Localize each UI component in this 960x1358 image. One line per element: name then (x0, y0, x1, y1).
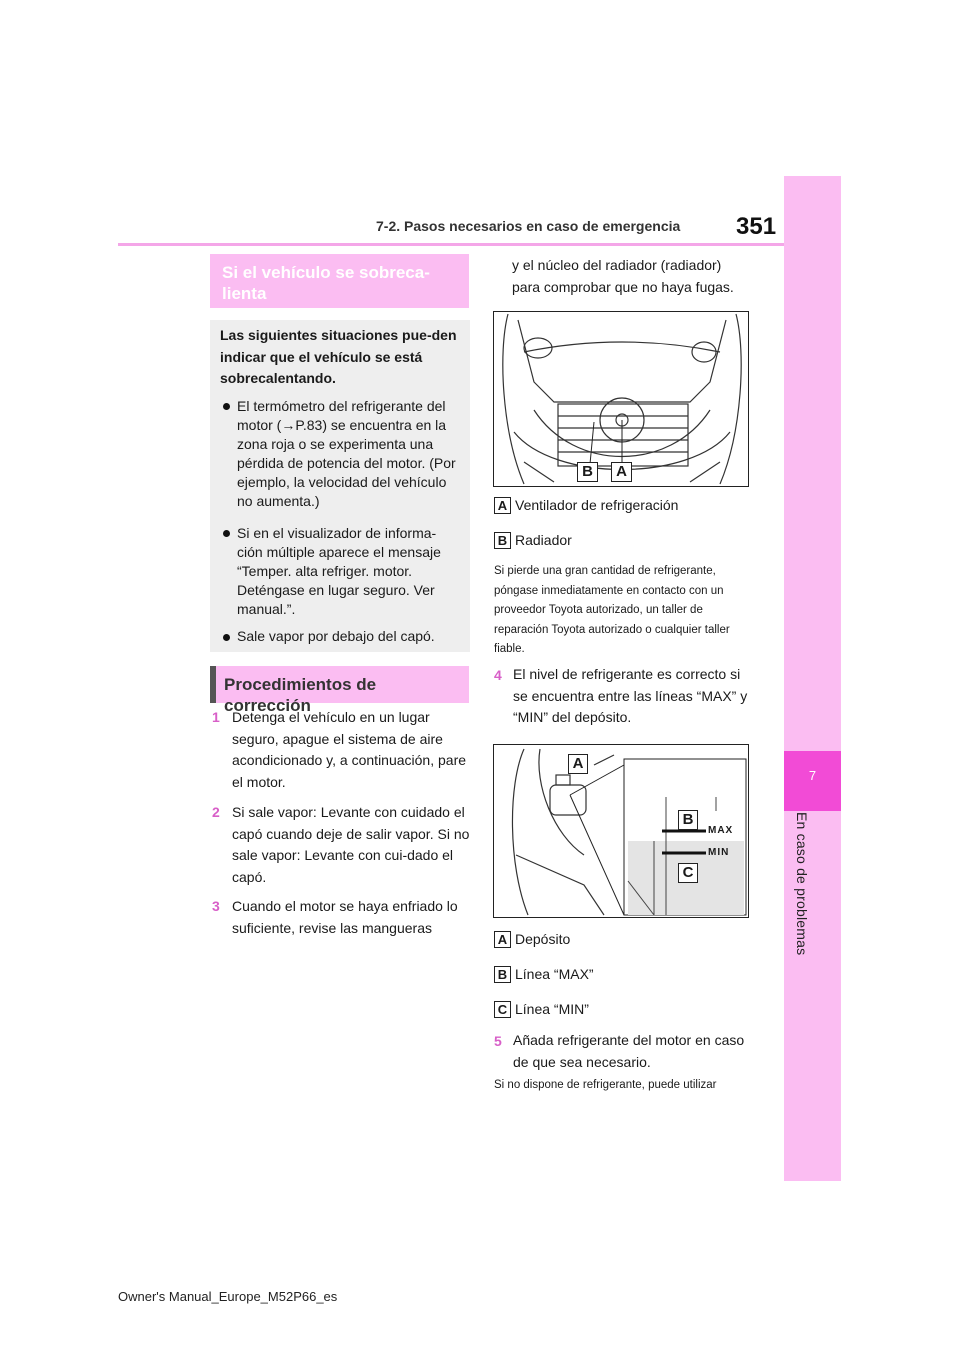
coolant-loss-note: Si pierde una gran cantidad de refrigerante, póngase inmediatamente en contacto con un proveedor Toyota autorizado, un taller de reparación Toyota autorizado o cualquier taller fiable. (494, 565, 730, 655)
step-text: El nivel de refrigerante es correcto si se encuentra entre las líneas “MAX” y “MIN” del depósito. (513, 666, 748, 725)
legend-text: Radiador (515, 532, 572, 548)
step3-continuation: y el núcleo del radiador (radiador) para comprobar que no haya fugas. (512, 257, 734, 295)
legend-text: Línea “MIN” (515, 1001, 589, 1017)
legend-text: Depósito (515, 931, 571, 947)
legend-text: Ventilador de refrigeración (515, 497, 679, 513)
bullet-dot (223, 634, 230, 641)
chapter-title: En caso de problemas (794, 812, 810, 956)
callout-b: B (577, 462, 598, 482)
manual-footer: Owner's Manual_Europe_M52P66_es (118, 1289, 338, 1304)
step-number: 3 (212, 898, 220, 914)
callout-b: B (678, 810, 698, 830)
callout-c: C (678, 863, 698, 883)
bullet-dot (223, 403, 230, 410)
legend-key: A (494, 931, 511, 948)
engine-bay-drawing (494, 312, 749, 487)
step-text: Cuando el motor se haya enfriado lo suficiente, revise las mangueras (232, 898, 458, 936)
legend-key: B (494, 532, 511, 549)
step-text: Si sale vapor: Levante con cuidado el capó cuando deje de salir vapor. Si no sale vapor: Levante con cui-dado el capó. (232, 804, 470, 885)
callout-a: A (568, 754, 588, 774)
reservoir-illustration (493, 744, 749, 918)
symptom-item: Si en el visualizador de informa-ción múltiple aparece el mensaje “Temper. alta refriger. motor. Deténgase en lugar seguro. Ver manual.”. (237, 525, 441, 617)
legend-text: Línea “MAX” (515, 966, 594, 982)
step-number: 5 (494, 1033, 502, 1049)
legend-key: A (494, 497, 511, 514)
page-number: 351 (736, 213, 777, 240)
overheat-heading: Si el vehículo se sobreca-lienta (210, 254, 469, 308)
symptom-item: Sale vapor por debajo del capó. (237, 628, 435, 644)
step-number: 4 (494, 667, 502, 683)
max-mark: MAX (708, 825, 734, 836)
symptoms-intro: Las siguientes situaciones pue-den indicar que el vehículo se está sobrecalentando. (220, 327, 457, 386)
coolant-substitute-note: Si no dispone de refrigerante, puede utilizar (494, 1079, 717, 1091)
section-title: 7-2. Pasos necesarios en caso de emergencia (376, 218, 681, 234)
step-text: Añada refrigerante del motor en caso de que sea necesario. (513, 1032, 745, 1070)
legend-key: B (494, 966, 511, 983)
engine-bay-illustration (493, 311, 749, 487)
callout-a: A (611, 462, 632, 482)
chapter-number: 7 (808, 768, 817, 783)
step-number: 2 (212, 804, 220, 820)
bullet-dot (223, 530, 230, 537)
min-mark: MIN (708, 847, 730, 858)
header-rule (118, 243, 784, 246)
heading-bar (210, 666, 216, 703)
step-number: 1 (212, 709, 220, 725)
legend-key: C (494, 1001, 511, 1018)
step-text: Detenga el vehículo en un lugar seguro, apague el sistema de aire acondicionado y, a continuación, pare el motor. (232, 709, 467, 790)
symptom-item: El termómetro del refrigerante del motor (→P.83) se encuentra en la zona roja o se experimenta una pérdida de potencia del motor. (Por ejemplo, la velocidad del vehículo no aumenta.) (237, 398, 456, 509)
procedures-heading: Procedimientos de corrección (210, 666, 469, 703)
